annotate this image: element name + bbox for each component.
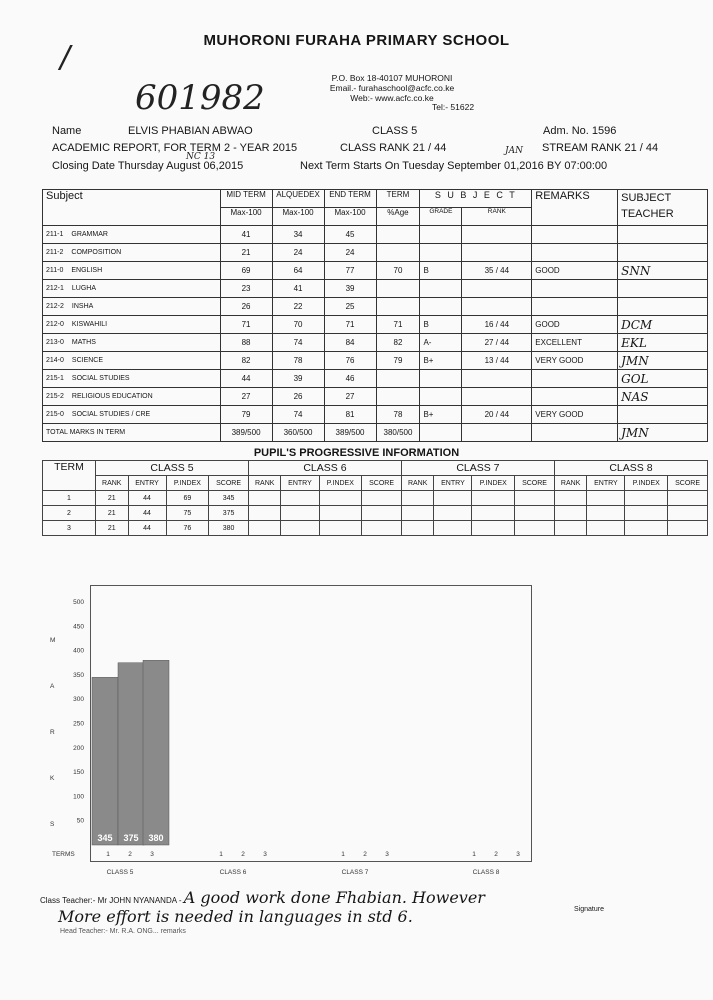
- y-tick-label: 450: [73, 623, 84, 631]
- progress-empty-cell: [515, 506, 555, 521]
- progress-pindex: 69: [166, 491, 209, 506]
- group-label: CLASS 7: [341, 869, 369, 876]
- group-tick-label: 3: [263, 851, 267, 858]
- rank-cell: [462, 226, 532, 244]
- chart-bar: [92, 677, 118, 845]
- progress-empty-cell: [554, 506, 587, 521]
- progress-score: 380: [209, 521, 249, 536]
- progress-pindex: 75: [166, 506, 209, 521]
- progress-col-header: RANK: [96, 476, 129, 491]
- progress-col-header: ENTRY: [128, 476, 166, 491]
- class-teacher-label: Class Teacher:- Mr JOHN NYANANDA -: [40, 896, 182, 905]
- remark-cell: [532, 280, 618, 298]
- y-axis-letter: S: [50, 821, 55, 828]
- y-tick-label: 350: [73, 671, 84, 679]
- teacher-cell: EKL: [618, 334, 708, 352]
- progress-score: 345: [209, 491, 249, 506]
- teacher-cell: SNN: [618, 262, 708, 280]
- subject-row: [43, 388, 708, 406]
- progress-col-header: SCORE: [209, 476, 249, 491]
- subject-name: SCIENCE: [71, 357, 104, 364]
- remarks-header: REMARKS: [532, 190, 618, 226]
- subject-code: 211-0: [46, 267, 64, 274]
- grade-cell: B: [420, 316, 462, 334]
- report-title: ACADEMIC REPORT, FOR TERM 2 - YEAR 2015: [52, 142, 298, 154]
- total-alq: 360/500: [272, 424, 324, 442]
- rank-cell: [462, 244, 532, 262]
- grade-cell: B+: [420, 406, 462, 424]
- rank-cell: 16 / 44: [462, 316, 532, 334]
- end-cell: 81: [324, 406, 376, 424]
- progress-rank: 21: [96, 506, 129, 521]
- subject-row: [43, 316, 708, 334]
- subject-row: [43, 226, 708, 244]
- progress-empty-cell: [587, 491, 625, 506]
- progress-chart: [0, 590, 713, 880]
- subject-span-header: S U B J E C T: [420, 190, 532, 208]
- subject-code: 215-1: [46, 375, 64, 382]
- alq-cell: 39: [272, 370, 324, 388]
- progress-empty-cell: [248, 521, 281, 536]
- progress-empty-cell: [587, 506, 625, 521]
- progress-row: [43, 491, 708, 506]
- progress-empty-cell: [362, 521, 402, 536]
- handwritten-note-jan: JAN: [505, 146, 523, 156]
- group-label: CLASS 6: [219, 869, 247, 876]
- subject-row: [43, 298, 708, 316]
- teacher-cell: JMN: [618, 352, 708, 370]
- progress-empty-cell: [281, 491, 319, 506]
- mid-cell: 21: [220, 244, 272, 262]
- x-axis-label: TERMS: [52, 851, 75, 858]
- alq-cell: 64: [272, 262, 324, 280]
- term-cell: [376, 280, 420, 298]
- handwritten-mark: /: [60, 40, 71, 75]
- progress-pindex: 76: [166, 521, 209, 536]
- alq-cell: 78: [272, 352, 324, 370]
- progress-title: PUPIL'S PROGRESSIVE INFORMATION: [253, 447, 460, 459]
- teacher-cell: DCM: [618, 316, 708, 334]
- table-header-row: [43, 190, 708, 208]
- group-label: CLASS 5: [106, 869, 134, 876]
- progress-empty-cell: [362, 491, 402, 506]
- subject-row: [43, 280, 708, 298]
- class-teacher-remark: [40, 888, 485, 907]
- subject-name: COMPOSITION: [71, 249, 122, 256]
- subject-cell: [43, 226, 221, 244]
- results-table: [42, 189, 708, 442]
- subject-code: 215-2: [46, 393, 64, 400]
- closing-date: Closing Date Thursday August 06,2015: [52, 160, 244, 172]
- remark-cell: [532, 388, 618, 406]
- term-cell: 71: [376, 316, 420, 334]
- alq-cell: 24: [272, 244, 324, 262]
- end-cell: 25: [324, 298, 376, 316]
- subject-code: 211-2: [46, 249, 64, 256]
- progress-empty-cell: [434, 491, 472, 506]
- progress-entry: 44: [128, 491, 166, 506]
- y-axis-letter: K: [50, 775, 55, 782]
- website: Web:- www.acfc.co.ke: [350, 93, 434, 103]
- progress-empty-cell: [587, 521, 625, 536]
- remark-cell: [532, 226, 618, 244]
- group-tick-label: 3: [516, 851, 520, 858]
- total-mid: 389/500: [220, 424, 272, 442]
- school-name: MUHORONI FURAHA PRIMARY SCHOOL: [203, 32, 510, 49]
- mid-cell: 79: [220, 406, 272, 424]
- mid-cell: 71: [220, 316, 272, 334]
- progress-empty-cell: [554, 521, 587, 536]
- progress-empty-cell: [472, 491, 515, 506]
- subject-row: [43, 334, 708, 352]
- progress-row: [43, 506, 708, 521]
- alq-cell: 74: [272, 334, 324, 352]
- progress-empty-cell: [401, 521, 434, 536]
- endterm-header: END TERM: [324, 190, 376, 208]
- term-cell: [376, 298, 420, 316]
- progress-entry: 44: [128, 521, 166, 536]
- subject-code: 211-1: [46, 231, 64, 238]
- progress-empty-cell: [515, 521, 555, 536]
- remark-cell: [532, 370, 618, 388]
- remark-handwriting-2: More effort is needed in languages in std 6.: [58, 907, 413, 926]
- progress-empty-cell: [434, 521, 472, 536]
- student-class: CLASS 5: [372, 125, 418, 137]
- progress-empty-cell: [401, 491, 434, 506]
- total-end: 389/500: [324, 424, 376, 442]
- subject-code: 212-1: [46, 285, 64, 292]
- mid-cell: 88: [220, 334, 272, 352]
- progress-empty-cell: [472, 521, 515, 536]
- rank-cell: 20 / 44: [462, 406, 532, 424]
- y-tick-label: 200: [73, 744, 84, 752]
- teacher-cell: [618, 244, 708, 262]
- term-header: TERM: [43, 461, 96, 491]
- group-tick-label: 2: [494, 851, 498, 858]
- progress-col-header: RANK: [401, 476, 434, 491]
- school-contact: [282, 73, 502, 103]
- teacher-cell: GOL: [618, 370, 708, 388]
- grade-cell: [420, 226, 462, 244]
- progress-empty-cell: [281, 521, 319, 536]
- progress-rank: 21: [96, 521, 129, 536]
- chart-bar: [143, 660, 169, 845]
- progress-col-header: P.INDEX: [625, 476, 668, 491]
- email: Email.- furahaschool@acfc.co.ke: [329, 83, 455, 93]
- grade-cell: [420, 298, 462, 316]
- alq-cell: 41: [272, 280, 324, 298]
- chart-bar: [118, 663, 144, 845]
- progress-empty-cell: [515, 491, 555, 506]
- subject-name: LUGHA: [71, 285, 97, 292]
- progress-empty-cell: [554, 491, 587, 506]
- progress-rank: 21: [96, 491, 129, 506]
- group-tick-label: 2: [241, 851, 245, 858]
- end-cell: 77: [324, 262, 376, 280]
- class-header: CLASS 6: [248, 461, 401, 476]
- progress-empty-cell: [668, 491, 708, 506]
- mid-cell: 27: [220, 388, 272, 406]
- group-tick-label: 2: [128, 851, 132, 858]
- subject-row: [43, 352, 708, 370]
- mid-cell: 69: [220, 262, 272, 280]
- progress-col-header: P.INDEX: [319, 476, 362, 491]
- group-tick-label: 2: [363, 851, 367, 858]
- y-tick-label: 250: [73, 720, 84, 728]
- progress-term: 1: [43, 491, 96, 506]
- admission-number: Adm. No. 1596: [543, 125, 617, 137]
- mid-cell: 26: [220, 298, 272, 316]
- progress-term: 3: [43, 521, 96, 536]
- progress-empty-cell: [281, 506, 319, 521]
- group-tick-label: 1: [341, 851, 345, 858]
- mid-cell: 23: [220, 280, 272, 298]
- rank-cell: 35 / 44: [462, 262, 532, 280]
- rank-cell: [462, 298, 532, 316]
- progress-col-header: ENTRY: [281, 476, 319, 491]
- subject-cell: [43, 406, 221, 424]
- max-header: Max-100: [272, 208, 324, 226]
- remark-cell: [532, 244, 618, 262]
- term-cell: [376, 244, 420, 262]
- class-header: CLASS 7: [401, 461, 554, 476]
- grade-cell: A-: [420, 334, 462, 352]
- progress-empty-cell: [625, 506, 668, 521]
- subject-cell: [43, 388, 221, 406]
- mid-cell: 41: [220, 226, 272, 244]
- progress-empty-cell: [319, 521, 362, 536]
- end-cell: 24: [324, 244, 376, 262]
- rank-cell: [462, 280, 532, 298]
- grade-header: GRADE: [420, 208, 462, 226]
- rank-cell: [462, 370, 532, 388]
- term-cell: 78: [376, 406, 420, 424]
- rank-cell: 13 / 44: [462, 352, 532, 370]
- subject-name: GRAMMAR: [71, 231, 108, 238]
- remark-cell: EXCELLENT: [532, 334, 618, 352]
- end-cell: 46: [324, 370, 376, 388]
- rank-cell: 27 / 44: [462, 334, 532, 352]
- subject-cell: [43, 280, 221, 298]
- progress-empty-cell: [668, 521, 708, 536]
- progress-col-row: [43, 476, 708, 491]
- teacher-cell: [618, 298, 708, 316]
- y-tick-label: 150: [73, 769, 84, 777]
- signature-label: Signature: [574, 906, 604, 913]
- rank-header: RANK: [462, 208, 532, 226]
- grade-cell: [420, 370, 462, 388]
- head-teacher-label: Head Teacher:- Mr. R.A. ONG... remarks: [60, 928, 186, 935]
- midterm-header: MID TERM: [220, 190, 272, 208]
- y-axis-letter: A: [50, 683, 55, 690]
- progress-col-header: SCORE: [668, 476, 708, 491]
- group-tick-label: 1: [472, 851, 476, 858]
- total-term: 380/500: [376, 424, 420, 442]
- progress-col-header: ENTRY: [587, 476, 625, 491]
- remark-handwriting-1: A good work done Fhabian. However: [183, 888, 485, 907]
- bar-value-label: 375: [123, 833, 139, 843]
- total-teacher-signature: JMN: [618, 424, 708, 442]
- y-tick-label: 50: [76, 817, 84, 825]
- po-box: P.O. Box 18-40107 MUHORONI: [331, 73, 453, 83]
- term-cell: 79: [376, 352, 420, 370]
- subject-name: RELIGIOUS EDUCATION: [71, 393, 153, 400]
- total-row: [43, 424, 708, 442]
- grade-cell: [420, 280, 462, 298]
- y-tick-label: 100: [73, 793, 84, 801]
- grade-cell: [420, 244, 462, 262]
- remark-cell: GOOD: [532, 316, 618, 334]
- progress-col-header: SCORE: [362, 476, 402, 491]
- progress-score: 375: [209, 506, 249, 521]
- max-header: Max-100: [220, 208, 272, 226]
- class-header: CLASS 5: [96, 461, 249, 476]
- teacher-cell: [618, 280, 708, 298]
- teacher-header: SUBJECT TEACHER: [618, 190, 708, 226]
- class-rank: CLASS RANK 21 / 44: [340, 142, 447, 154]
- end-cell: 84: [324, 334, 376, 352]
- alq-cell: 70: [272, 316, 324, 334]
- group-label: CLASS 8: [472, 869, 500, 876]
- telephone: Tel:- 51622: [432, 102, 475, 112]
- progress-empty-cell: [401, 506, 434, 521]
- term-cell: 82: [376, 334, 420, 352]
- progress-empty-cell: [434, 506, 472, 521]
- name-label: Name: [52, 125, 82, 137]
- term-cell: 70: [376, 262, 420, 280]
- term-cell: [376, 388, 420, 406]
- teacher-cell: NAS: [618, 388, 708, 406]
- grade-cell: B: [420, 262, 462, 280]
- remark-cell: GOOD: [532, 262, 618, 280]
- progress-empty-cell: [362, 506, 402, 521]
- teacher-cell: [618, 406, 708, 424]
- end-cell: 39: [324, 280, 376, 298]
- subject-row: [43, 244, 708, 262]
- progress-row: [43, 521, 708, 536]
- progress-empty-cell: [248, 491, 281, 506]
- subject-row: [43, 406, 708, 424]
- progress-col-header: P.INDEX: [166, 476, 209, 491]
- y-tick-label: 300: [73, 696, 84, 704]
- progress-empty-cell: [668, 506, 708, 521]
- alq-cell: 34: [272, 226, 324, 244]
- alq-cell: 22: [272, 298, 324, 316]
- y-axis-letter: R: [50, 729, 55, 736]
- subject-header: Subject: [43, 190, 221, 226]
- rank-cell: [462, 388, 532, 406]
- progress-col-header: SCORE: [515, 476, 555, 491]
- stream-rank: STREAM RANK 21 / 44: [542, 142, 659, 154]
- teacher-cell: [618, 226, 708, 244]
- subject-name: MATHS: [71, 339, 96, 346]
- term-cell: [376, 370, 420, 388]
- progress-col-header: RANK: [554, 476, 587, 491]
- subject-name: SOCIAL STUDIES: [71, 375, 130, 382]
- progress-empty-cell: [248, 506, 281, 521]
- subject-code: 212-0: [46, 321, 64, 328]
- subject-code: 214-0: [46, 357, 64, 364]
- progress-empty-cell: [625, 521, 668, 536]
- subject-name: INSHA: [71, 303, 94, 310]
- subject-name: KISWAHILI: [71, 321, 108, 328]
- progress-empty-cell: [319, 506, 362, 521]
- group-tick-label: 3: [150, 851, 154, 858]
- next-term: Next Term Starts On Tuesday September 01,2016 BY 07:00:00: [300, 160, 608, 172]
- subject-code: 213-0: [46, 339, 64, 346]
- handwritten-note-nc: NC 13: [186, 152, 216, 162]
- handwritten-number: 601982: [135, 78, 265, 118]
- end-cell: 71: [324, 316, 376, 334]
- student-name: ELVIS PHABIAN ABWAO: [128, 125, 253, 137]
- term-cell: [376, 226, 420, 244]
- subject-cell: [43, 352, 221, 370]
- remark-cell: VERY GOOD: [532, 352, 618, 370]
- grade-cell: B+: [420, 352, 462, 370]
- subject-row: [43, 370, 708, 388]
- total-label: TOTAL MARKS IN TERM: [43, 424, 221, 442]
- subject-cell: [43, 334, 221, 352]
- alq-cell: 74: [272, 406, 324, 424]
- remark-cell: VERY GOOD: [532, 406, 618, 424]
- end-cell: 76: [324, 352, 376, 370]
- mid-cell: 44: [220, 370, 272, 388]
- progress-col-header: ENTRY: [434, 476, 472, 491]
- y-tick-label: 400: [73, 647, 84, 655]
- progress-term: 2: [43, 506, 96, 521]
- end-cell: 45: [324, 226, 376, 244]
- subject-cell: [43, 262, 221, 280]
- group-tick-label: 1: [106, 851, 110, 858]
- subject-name: SOCIAL STUDIES / CRE: [71, 411, 151, 418]
- alq-cell: 26: [272, 388, 324, 406]
- progress-col-header: P.INDEX: [472, 476, 515, 491]
- subject-cell: [43, 370, 221, 388]
- y-tick-label: 500: [73, 599, 84, 606]
- class-header: CLASS 8: [554, 461, 707, 476]
- bar-value-label: 345: [97, 833, 113, 843]
- subject-cell: [43, 244, 221, 262]
- max-header: Max-100: [324, 208, 376, 226]
- subject-name: ENGLISH: [71, 267, 103, 274]
- progress-empty-cell: [472, 506, 515, 521]
- grade-cell: [420, 388, 462, 406]
- subject-code: 215-0: [46, 411, 64, 418]
- progress-entry: 44: [128, 506, 166, 521]
- subject-code: 212-2: [46, 303, 64, 310]
- group-tick-label: 3: [385, 851, 389, 858]
- progress-empty-cell: [625, 491, 668, 506]
- subject-cell: [43, 298, 221, 316]
- mid-cell: 82: [220, 352, 272, 370]
- bar-value-label: 380: [148, 833, 164, 843]
- progress-table: [42, 460, 708, 536]
- progress-col-header: RANK: [248, 476, 281, 491]
- end-cell: 27: [324, 388, 376, 406]
- progress-class-row: [43, 461, 708, 476]
- subject-row: [43, 262, 708, 280]
- group-tick-label: 1: [219, 851, 223, 858]
- percent-header: %Age: [376, 208, 420, 226]
- progress-empty-cell: [319, 491, 362, 506]
- remark-cell: [532, 298, 618, 316]
- term-header: TERM: [376, 190, 420, 208]
- subject-cell: [43, 316, 221, 334]
- alquedex-header: ALQUEDEX: [272, 190, 324, 208]
- y-axis-letter: M: [50, 637, 56, 644]
